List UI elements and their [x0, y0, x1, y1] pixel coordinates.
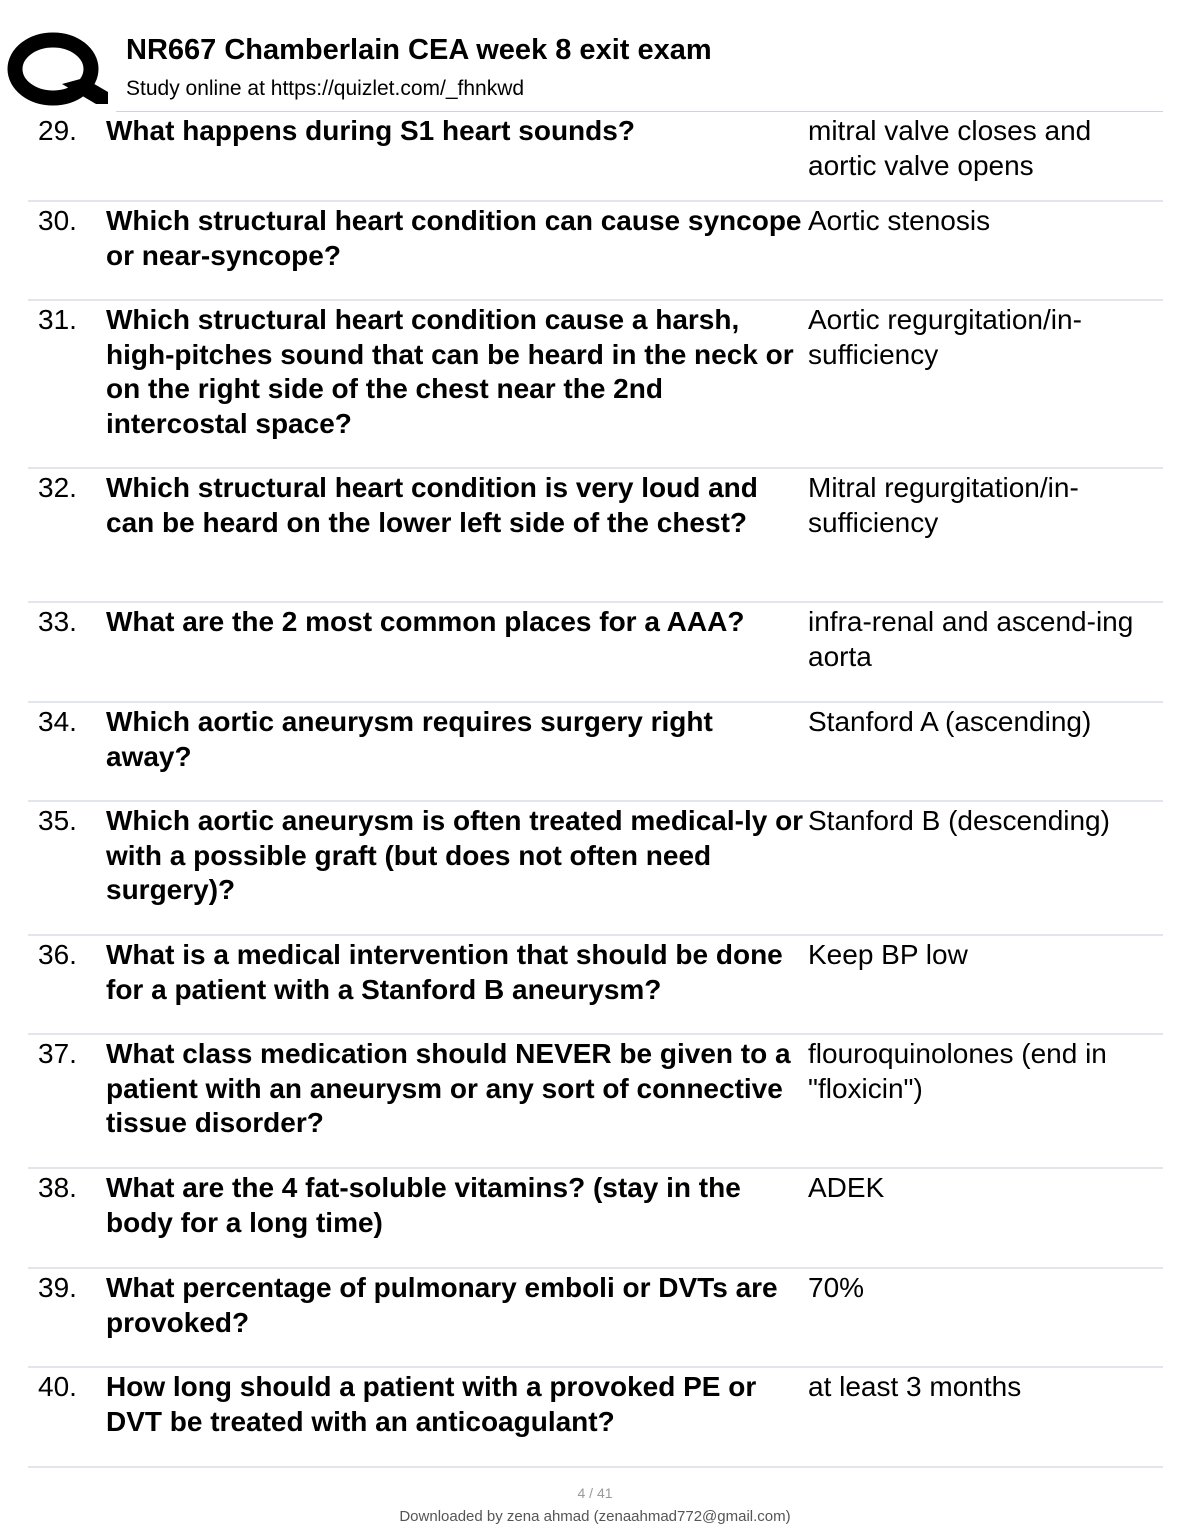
flashcard-row: [28, 469, 1163, 603]
card-term: Which aortic aneurysm is often treated medical-ly or with a possible graft (but does not often need surgery)?: [106, 805, 804, 905]
card-number: 38.: [38, 1172, 77, 1203]
flashcard-row: [28, 1269, 1163, 1368]
card-number: 39.: [38, 1272, 77, 1303]
card-definition: Aortic stenosis: [808, 205, 991, 236]
flashcard-row: [28, 802, 1163, 936]
card-number: 30.: [38, 205, 77, 236]
deck-title: NR667 Chamberlain CEA week 8 exit exam: [126, 34, 712, 66]
card-definition: Aortic regurgitation/in-sufficiency: [808, 304, 1082, 370]
card-definition: mitral valve closes and aortic valve opens: [808, 115, 1092, 181]
card-definition: at least 3 months: [808, 1371, 1022, 1402]
flashcard-row: [28, 301, 1163, 469]
card-term: What happens during S1 heart sounds?: [106, 115, 635, 146]
flashcard-row: [28, 112, 1163, 202]
card-definition: Mitral regurgitation/in-sufficiency: [808, 472, 1079, 538]
card-definition: Stanford B (descending): [808, 805, 1110, 836]
study-link[interactable]: Study online at https://quizlet.com/_fhnkwd: [126, 77, 525, 100]
card-term: What class medication should NEVER be given to a patient with an aneurysm or any sort of connective tissue disorder?: [106, 1038, 791, 1138]
card-number: 33.: [38, 606, 77, 637]
card-term: What percentage of pulmonary emboli or DVTs are provoked?: [106, 1272, 778, 1338]
quizlet-logo-icon: [4, 32, 108, 106]
card-number: 37.: [38, 1038, 77, 1069]
flashcard-row: [28, 936, 1163, 1035]
card-definition: 70%: [808, 1272, 865, 1303]
card-term: Which structural heart condition is very loud and can be heard on the lower left side of the chest?: [106, 472, 758, 538]
card-number: 32.: [38, 472, 77, 503]
flashcard-row: [28, 1035, 1163, 1169]
flashcard-list: [28, 112, 1163, 1468]
card-term: What are the 4 fat-soluble vitamins? (stay in the body for a long time): [106, 1172, 741, 1238]
card-term: Which aortic aneurysm requires surgery right away?: [106, 706, 713, 772]
page-number: 4 / 41: [577, 1485, 613, 1501]
card-number: 36.: [38, 939, 77, 970]
flashcard-row: [28, 603, 1163, 703]
card-term: What is a medical intervention that should be done for a patient with a Stanford B aneurysm?: [106, 939, 783, 1005]
card-definition: Keep BP low: [808, 939, 968, 970]
card-term: What are the 2 most common places for a AAA?: [106, 606, 745, 637]
page-header: [0, 0, 1190, 112]
card-term: Which structural heart condition cause a harsh, high-pitches sound that can be heard in the neck or on the right side of the chest near the 2nd intercostal space?: [106, 304, 794, 439]
card-number: 35.: [38, 805, 77, 836]
card-number: 40.: [38, 1371, 77, 1402]
card-number: 29.: [38, 115, 77, 146]
flashcard-row: [28, 703, 1163, 802]
download-notice: Downloaded by zena ahmad (zenaahmad772@gmail.com): [399, 1508, 791, 1525]
card-definition: Stanford A (ascending): [808, 706, 1092, 737]
card-term: How long should a patient with a provoked PE or DVT be treated with an anticoagulant?: [106, 1371, 757, 1437]
card-number: 34.: [38, 706, 77, 737]
card-number: 31.: [38, 304, 77, 335]
flashcard-row: [28, 202, 1163, 301]
card-definition: ADEK: [808, 1172, 885, 1203]
card-definition: infra-renal and ascend-ing aorta: [808, 606, 1134, 672]
flashcard-row: [28, 1169, 1163, 1269]
flashcard-row: [28, 1368, 1163, 1468]
card-definition: flouroquinolones (end in "floxicin"): [808, 1038, 1107, 1104]
card-term: Which structural heart condition can cause syncope or near-syncope?: [106, 205, 802, 271]
